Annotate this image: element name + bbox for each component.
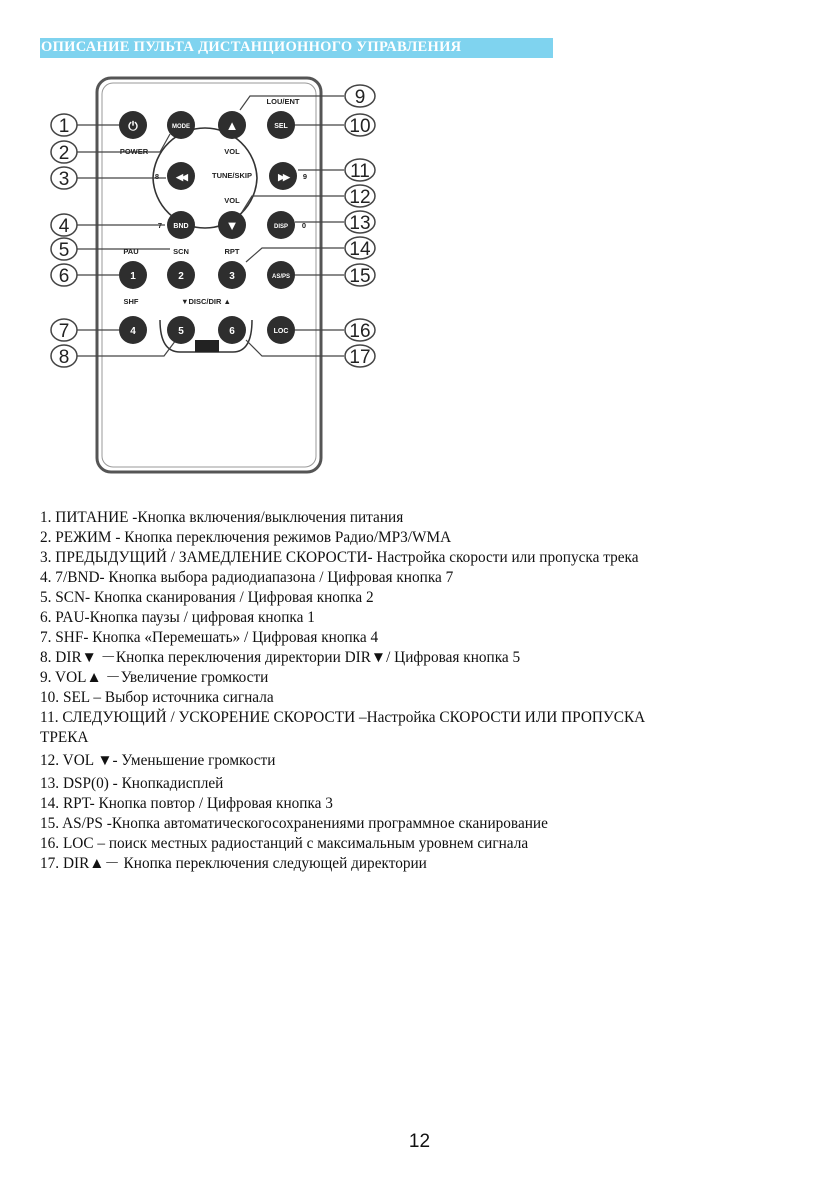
disc-dir-bar <box>195 340 219 352</box>
legend-item: 3. ПРЕДЫДУЩИЙ / ЗАМЕДЛЕНИЕ СКОРОСТИ- Настройка скорости или пропуска трека <box>40 549 639 566</box>
legend-item: 13. DSP(0) - Кнопкадисплей <box>40 775 224 792</box>
callout-number: 17 <box>349 347 371 368</box>
legend-item: 6. PAU-Кнопка паузы / цифровая кнопка 1 <box>40 609 315 626</box>
num4-button-label: 4 <box>130 326 136 337</box>
sel-button-label: SEL <box>274 123 288 130</box>
callout-number: 8 <box>58 347 70 368</box>
callout-number: 2 <box>58 143 70 164</box>
vol-bottom-label: VOL <box>224 196 240 205</box>
shf-label: SHF <box>123 297 139 306</box>
digit-9-label: 9 <box>302 172 308 181</box>
legend-item: 10. SEL – Выбор источника сигнала <box>40 689 274 706</box>
asps-button-label: AS/PS <box>271 274 291 280</box>
num1-button-label: 1 <box>130 271 136 282</box>
page-number: 12 <box>408 1131 431 1152</box>
callout-number: 13 <box>349 213 371 234</box>
callout-number: 16 <box>349 321 371 342</box>
callout-number: 4 <box>58 216 70 237</box>
callout-number: 14 <box>349 239 371 260</box>
legend-item: 16. LOC – поиск местных радиостанций с максимальным уровнем сигнала <box>40 835 529 852</box>
legend-item: 5. SCN- Кнопка сканирования / Цифровая кнопка 2 <box>40 589 374 606</box>
mode-button-label: MODE <box>172 124 190 130</box>
digit-7-label: 7 <box>157 221 163 230</box>
callout-number: 12 <box>349 187 371 208</box>
tune-skip-label: TUNE/SKIP <box>211 171 253 180</box>
lou-ent-label: LOU/ENT <box>266 97 300 106</box>
rpt-label: RPT <box>224 247 240 256</box>
power-label: POWER <box>119 147 149 156</box>
legend-item: 9. VOL▲ －Увеличение громкости <box>40 669 269 686</box>
legend-item: 1. ПИТАНИЕ -Кнопка включения/выключения питания <box>40 509 404 526</box>
remote-diagram <box>0 0 839 500</box>
callout-number: 6 <box>58 266 70 287</box>
callout-number: 9 <box>354 87 366 108</box>
num5-button-label: 5 <box>178 326 184 337</box>
num6-button-label: 6 <box>229 326 235 337</box>
button-legend <box>40 508 820 874</box>
callout-number: 5 <box>58 240 70 261</box>
legend-item: 8. DIR▼ －Кнопка переключения директории DIR▼/ Цифровая кнопка 5 <box>40 649 521 666</box>
bnd-button-label: BND <box>173 223 189 230</box>
legend-item: 15. AS/PS -Кнопка автоматическогосохранениями программное сканирование <box>40 815 548 832</box>
legend-item: 4. 7/BND- Кнопка выбора радиодиапазона / Цифровая кнопка 7 <box>40 569 454 586</box>
num3-button-label: 3 <box>229 271 235 282</box>
callout-number: 11 <box>350 161 370 182</box>
power-icon: ⏻ <box>128 119 138 133</box>
pau-label: PAU <box>123 247 139 256</box>
callout-number: 1 <box>58 116 70 137</box>
callout-number: 3 <box>58 169 70 190</box>
legend-item: 17. DIR▲－ Кнопка переключения следующей директории <box>40 855 427 872</box>
legend-item: 7. SHF- Кнопка «Перемешать» / Цифровая кнопка 4 <box>40 629 379 646</box>
rewind-icon: ◀◀ <box>176 172 186 182</box>
legend-item: 14. RPT- Кнопка повтор / Цифровая кнопка 3 <box>40 795 333 812</box>
digit-8-label: 8 <box>154 172 160 181</box>
legend-item: 2. РЕЖИМ - Кнопка переключения режимов Радио/MP3/WMA <box>40 529 452 546</box>
legend-item: 12. VOL ▼- Уменьшение громкости <box>40 752 276 769</box>
vol-up-icon: ▲ <box>225 118 239 133</box>
num2-button-label: 2 <box>178 271 184 282</box>
legend-item: 11. СЛЕДУЮЩИЙ / УСКОРЕНИЕ СКОРОСТИ –Настройка СКОРОСТИ ИЛИ ПРОПУСКА ТРЕКА <box>40 709 646 746</box>
vol-down-icon: ▼ <box>225 218 239 233</box>
callout-number: 10 <box>349 116 371 137</box>
callout-number: 7 <box>58 321 70 342</box>
page-title: ОПИСАНИЕ ПУЛЬТА ДИСТАНЦИОННОГО УПРАВЛЕНИЯ <box>41 39 462 55</box>
loc-button-label: LOC <box>273 328 289 335</box>
disc-dir-label: ▼DISC/DIR ▲ <box>181 297 231 306</box>
callout-number: 15 <box>349 266 371 287</box>
vol-top-label: VOL <box>224 147 240 156</box>
scn-label: SCN <box>173 247 189 256</box>
digit-0-label: 0 <box>301 221 307 230</box>
disp-button-label: DISP <box>273 224 289 230</box>
fast-forward-icon: ▶▶ <box>278 172 288 182</box>
